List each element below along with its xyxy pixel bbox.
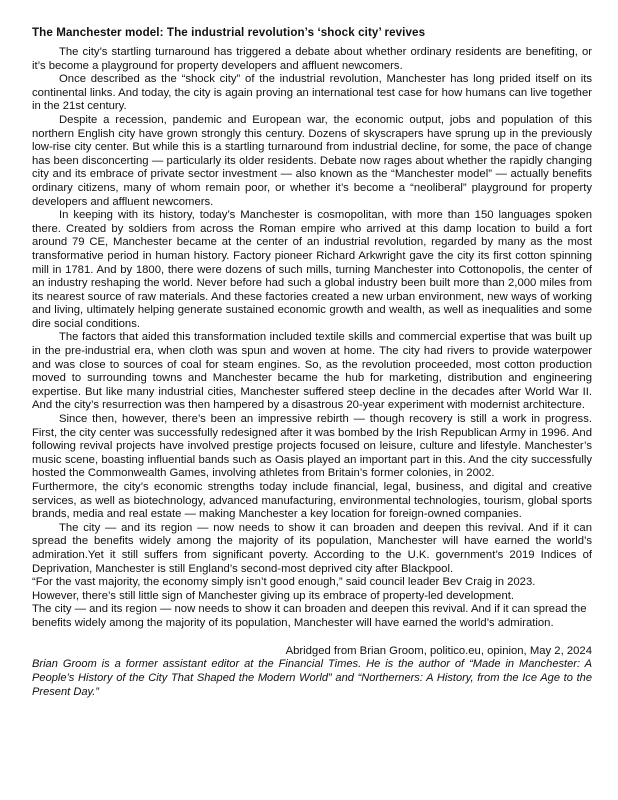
article-body (32, 46, 592, 631)
paragraph: Despite a recession, pandemic and European war, the economic output, jobs and population of this northern English city have grown strongly this century. Dozens of skyscrapers have sprung up in the previously low-rise city center. But while this is a startling turnaround from industrial decline, for some, the pace of change has been disconcerting — particularly its older residents. Debate now rages about whether the rapidly changing city and its embrace of private sector investment — also known as the “Manchester model” — actually benefits ordinary citizens, many of whom remain poor, or whether it’s become a “neoliberal” playground for property developers and affluent newcomers. (32, 113, 592, 208)
paragraph: The city — and its region — now needs to show it can broaden and deepen this revival. And if it can spread the benefits widely among the majority of its population, Manchester will have earned the world’s admiration. (32, 603, 587, 629)
paragraph: The city — and its region — now needs to show it can broaden and deepen this revival. And if it can spread the benefits widely among the majority of its population, Manchester will have earned the world’s admiration.Yet it still suffers from significant poverty. According to the U.K. government’s 2019 Indices of Deprivation, Manchester is still England’s second-most deprived city after Blackpool. (32, 521, 592, 575)
paragraph: Furthermore, the city’s economic strengths today include financial, legal, business, and digital and creative services, as well as biotechnology, advanced manufacturing, environmental technologies, tourism, global sports brands, media and real estate — making Manchester a key location for foreign-owned companies. (32, 481, 592, 521)
paragraph: The factors that aided this transformation included textile skills and commercial expertise that was built up in the pre-industrial era, when cloth was spun and woven at home. The city had rivers to provide waterpower and was close to sources of coal for steam engines. So, as the revolution proceeded, most cotton production moved to surrounding towns and Manchester became the hub for marketing, distribution and engineering expertise. But like many industrial cities, Manchester suffered steep decline in the decades after World War II. And the city’s resurrection was then hampered by a disastrous 20-year experiment with modernist architecture. (32, 331, 592, 412)
paragraph: Once described as the “shock city” of the industrial revolution, Manchester has long prided itself on its continental links. And today, the city is again proving an international test case for how humans can live together in the 21st century. (32, 73, 592, 113)
author-bio: Brian Groom is a former assistant editor at the Financial Times. He is the author of “Made in Manchester: A People’s History of the City That Shaped the Modern World” and “Northerners: A History, from the Ice Age to the Present Day.” (32, 658, 592, 698)
source-attribution: Abridged from Brian Groom, politico.eu, opinion, May 2, 2024 (285, 644, 592, 657)
paragraph-quote: “For the vast majority, the economy simply isn’t good enough,” said council leader Bev Craig in 2023. (32, 576, 536, 589)
paragraph: Since then, however, there’s been an impressive rebirth — though recovery is still a work in progress. First, the city center was successfully redesigned after it was bombed by the Irish Republican Army in 1996. And following revival projects have involved prestige projects focused on leisure, culture and lifestyle. Manchester’s music scene, boasting influential bands such as Oasis played an important part in this. And the city successfully hosted the Commonwealth Games, involving athletes from Britain’s former colonies, in 2002. (32, 413, 592, 480)
paragraph: The city’s startling turnaround has triggered a debate about whether ordinary residents are benefiting, or it’s become a playground for property developers and affluent newcomers. (32, 46, 592, 72)
paragraph: In keeping with its history, today’s Manchester is cosmopolitan, with more than 150 languages spoken there. Created by soldiers from across the Roman empire who arrived at this damp location to build a fort around 79 CE, Manchester became at the center of an industrial revolution, regarded by many as the most transformative period in human history. Factory pioneer Richard Arkwright gave the city its first cotton spinning mill in 1781. And by 1800, there were dozens of such mills, turning Manchester into Cottonopolis, the center of an industry reshaping the world. Never before had such a global industry been built more than 2,000 miles from its nearest source of raw materials. And these factories created a new urban environment, new ways of working and living, ultimately helping generate sustained economic growth and wealth, as well as inequalities and some dire social conditions. (32, 209, 592, 330)
paragraph: However, there’s still little sign of Manchester giving up its embrace of property-led development. (32, 589, 515, 602)
article-title: The Manchester model: The industrial revolution’s ‘shock city’ revives (32, 26, 426, 39)
